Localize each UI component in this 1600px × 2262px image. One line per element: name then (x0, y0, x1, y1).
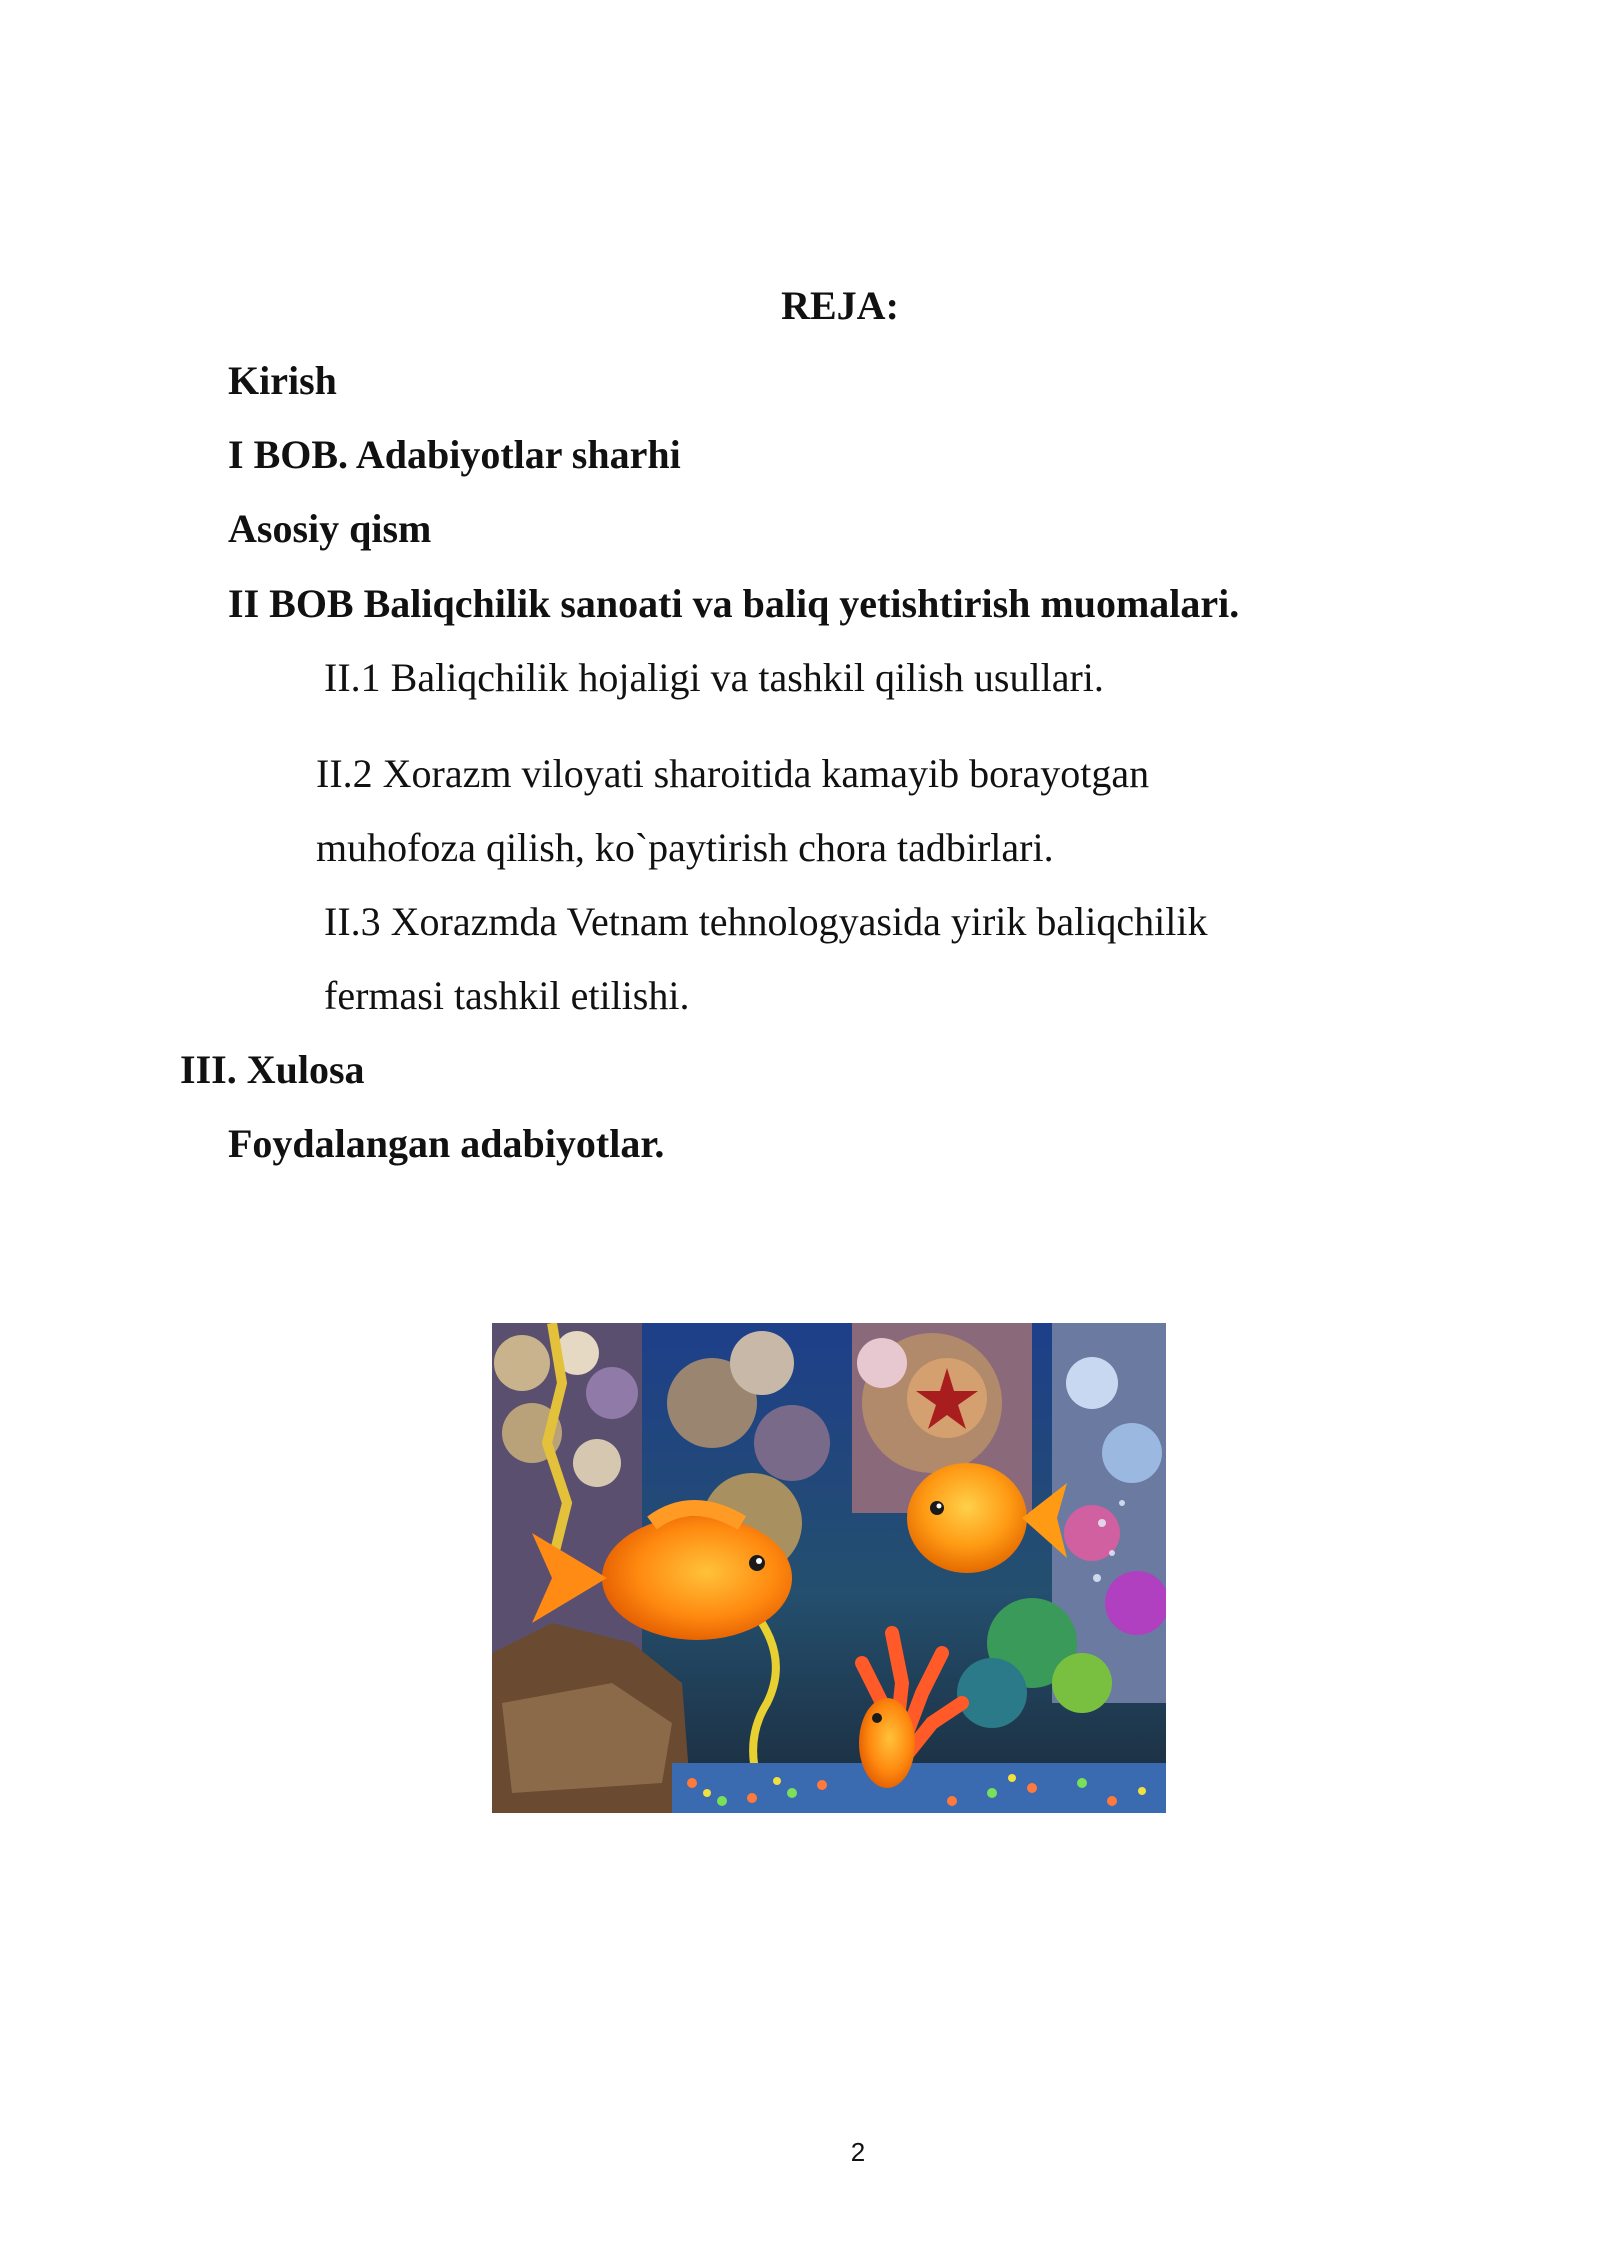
toc-item-chapter-2: II BOB Baliqchilik sanoati va baliq yetishtirish muomalari. (228, 581, 1240, 626)
plan-title: REJA: (781, 283, 899, 328)
toc-subitem-2-1: II.1 Baliqchilik hojaligi va tashkil qilish usullari. (324, 655, 1104, 700)
toc-item-introduction: Kirish (228, 358, 337, 403)
toc-subitem-2-2: II.2 Xorazm viloyati sharoitida kamayib borayotgan (316, 751, 1150, 796)
toc-subitem-2-3: II.3 Xorazmda Vetnam tehnologyasida yirik baliqchilik (324, 899, 1208, 944)
toc-subitem-2-2-continued: muhofoza qilish, ko`paytirish chora tadbirlari. (316, 825, 1054, 870)
aquarium-fish-image (492, 1323, 1166, 1813)
toc-item-main-part: Asosiy qism (228, 506, 432, 551)
toc-item-chapter-1: I BOB. Adabiyotlar sharhi (228, 432, 681, 477)
toc-item-conclusion: III. Xulosa (180, 1047, 365, 1092)
page-number: 2 (850, 2137, 866, 2167)
toc-item-references: Foydalangan adabiyotlar. (228, 1121, 665, 1166)
toc-subitem-2-3-continued: fermasi tashkil etilishi. (324, 973, 690, 1018)
